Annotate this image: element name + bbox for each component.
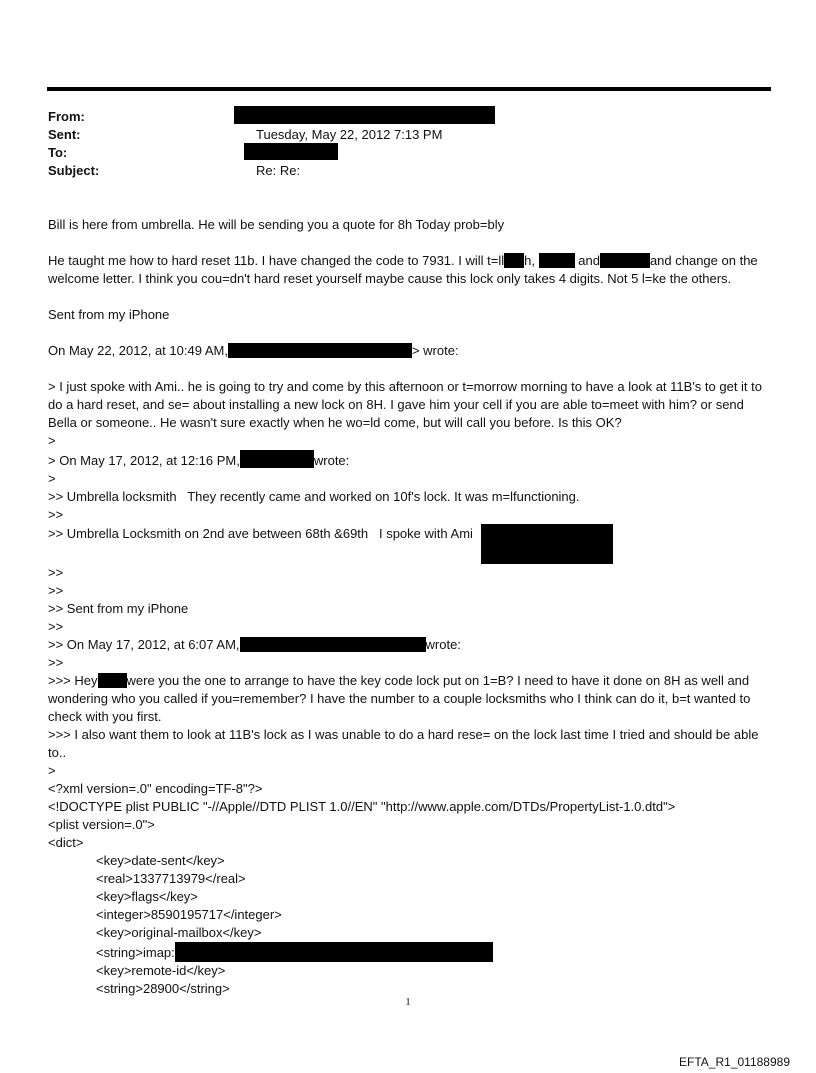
xml-line — [48, 942, 768, 962]
quoted-line — [48, 450, 768, 470]
sent-value: Tuesday, May 22, 2012 7:13 PM — [256, 127, 443, 142]
quoted-line — [48, 524, 768, 564]
xml-line: <real>1337713979</real> — [96, 871, 246, 886]
contact-redaction — [481, 524, 613, 564]
quoted-line: > — [48, 471, 56, 486]
xml-line: <dict> — [48, 835, 84, 850]
quoted-line: > I just spoke with Ami.. he is going to try and come by this afternoon or t=morrow morning to have a look at 11B's to get it to do a hard reset, and se= about installing a new lock on 8H. I gave him your cell if you are able to=meet with him? or send Bella or someone.. He wasn't sure exactly when he wo=ld come, but will call you before. Is this OK? — [48, 379, 766, 430]
subject-label: Subject: — [48, 163, 100, 178]
xml-line: <key>flags</key> — [96, 889, 198, 904]
xml-line: <key>original-mailbox</key> — [96, 925, 262, 940]
quote-header-text: > wrote: — [411, 343, 459, 358]
quote-header-text: wrote: — [313, 453, 350, 468]
quoted-line: > — [48, 433, 56, 448]
from-label: From: — [48, 109, 85, 124]
quoted-line: >> — [48, 619, 64, 634]
to-redaction — [244, 143, 338, 160]
quoted-line — [48, 636, 768, 654]
xml-line: <string>28900</string> — [96, 981, 230, 996]
body-paragraph: Bill is here from umbrella. He will be sending you a quote for 8h Today prob=bly — [48, 217, 505, 232]
signature: Sent from my iPhone — [48, 307, 170, 322]
name-redaction — [600, 253, 650, 268]
bates-number: EFTA_R1_01188989 — [679, 1055, 790, 1069]
sender-redaction — [240, 637, 426, 652]
header-rule — [47, 87, 771, 91]
quote-header — [48, 342, 768, 360]
sender-redaction — [240, 450, 314, 468]
to-label: To: — [48, 145, 68, 160]
body-text: and change on — [649, 253, 736, 268]
quote-header-text: > On May 17, 2012, at 12:16 PM, — [48, 453, 240, 468]
quoted-line: >> — [48, 507, 64, 522]
body-text: and — [578, 253, 600, 268]
page-number: 1 — [405, 996, 411, 1008]
xml-line: <plist version=.0"> — [48, 817, 155, 832]
quoted-line: >> Sent from my iPhone — [48, 601, 189, 616]
xml-text: <string>imap: — [96, 945, 175, 960]
quote-header-text: wrote: — [425, 637, 461, 652]
from-redaction — [234, 106, 495, 124]
sender-redaction — [228, 343, 412, 358]
name-redaction — [504, 253, 524, 268]
sent-label: Sent: — [48, 127, 81, 142]
xml-line: <!DOCTYPE plist PUBLIC "-//Apple//DTD PLIST 1.0//EN" "http://www.apple.com/DTDs/PropertyList-1.0.dtd"> — [48, 799, 676, 814]
mailbox-redaction — [175, 942, 493, 962]
quoted-line: >> — [48, 583, 64, 598]
quoted-text: were you the one to arrange to have the key code lock put on 1=B? I need to have it done on 8H as well and wondering who you called if you=remember? I have the number to a couple locksmiths who I think can do it, b=t wanted to check with you first. — [48, 673, 755, 724]
name-redaction — [539, 253, 575, 268]
quote-header-text: On May 22, 2012, at 10:49 AM, — [48, 343, 228, 358]
email-body — [48, 216, 768, 998]
body-text: h, — [524, 253, 535, 268]
quoted-line: >>> I also want them to look at 11B's lock as I was unable to do a hard rese= on the lock last time I tried and should be able to.. — [48, 727, 763, 760]
quoted-line — [48, 672, 768, 726]
quoted-text: >> Umbrella Locksmith on 2nd ave between 68th &69th I spoke with Ami — [48, 526, 473, 541]
xml-line: <integer>8590195717</integer> — [96, 907, 282, 922]
quoted-line: >> — [48, 655, 64, 670]
xml-line: <key>date-sent</key> — [96, 853, 225, 868]
name-redaction — [98, 673, 127, 688]
quoted-line: > — [48, 763, 56, 778]
quoted-text: >>> Hey — [48, 673, 98, 688]
xml-line: <?xml version=.0" encoding=TF-8"?> — [48, 781, 263, 796]
body-text: the welcome letter. I think you cou=dn't hard reset yourself maybe cause this lock only takes 4 digits. Not 5 l=ke the others. — [48, 253, 762, 286]
body-paragraph — [48, 252, 768, 288]
xml-line: <key>remote-id</key> — [96, 963, 226, 978]
quoted-line: >> Umbrella locksmith They recently came and worked on 10f's lock. It was m=lfunctioning. — [48, 489, 580, 504]
quoted-line: >> — [48, 565, 64, 580]
body-text: He taught me how to hard reset 11b. I have changed the code to 7931. I will t=ll — [48, 253, 505, 268]
subject-value: Re: Re: — [256, 163, 301, 178]
quote-header-text: >> On May 17, 2012, at 6:07 AM, — [48, 637, 240, 652]
